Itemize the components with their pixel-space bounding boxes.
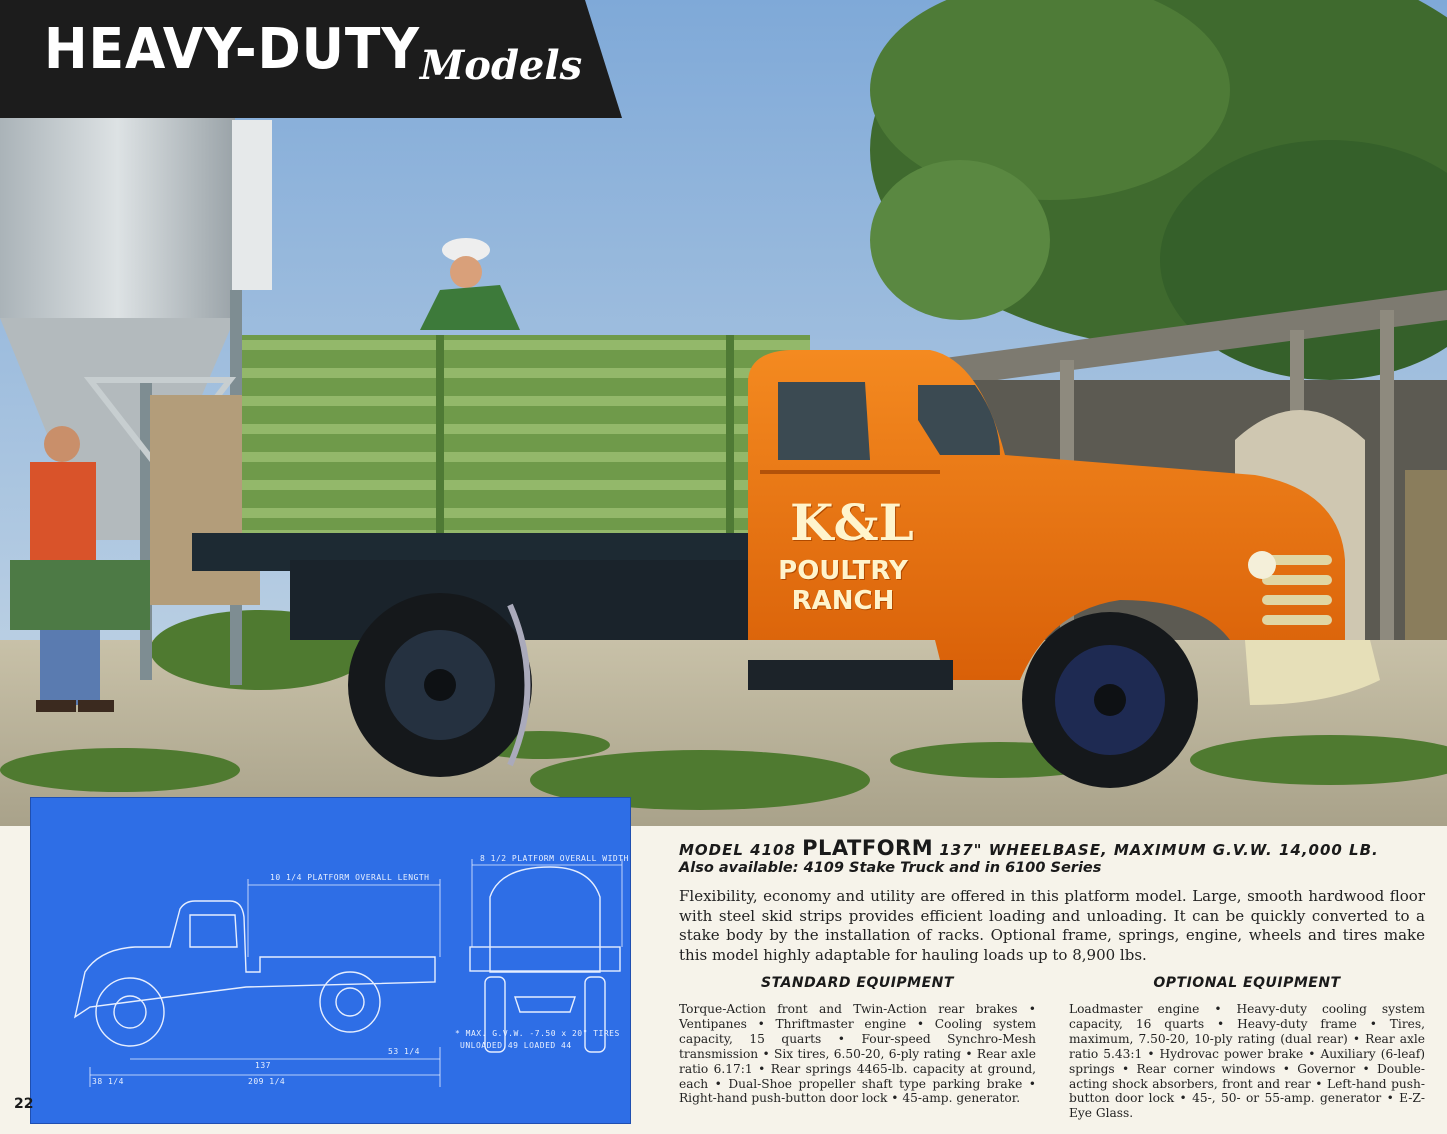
- also-available: Also available: 4109 Stake Truck and in 6100 Series: [679, 860, 1102, 876]
- optional-equipment-text: Loadmaster engine • Heavy-duty cooling system capacity, 16 quarts • Heavy-duty frame • Tires, maximum, 7.50-20, 10-ply rating (dual rear) • Rear axle ratio 5.43:1 • Hydrovac power brake • Auxiliary (6-leaf) springs • Rear corner windows • Governor • Double-acting shock absorbers, front and rear • Left-hand push-button door lock • 45-, 50- or 55-amp. generator • E-Z-Eye Glass.: [1069, 1002, 1425, 1121]
- dim-overall: 209 1/4: [248, 1077, 286, 1086]
- side-view-front-wheel: [96, 978, 164, 1046]
- dim-platform-width: 8 1/2 PLATFORM OVERALL WIDTH: [480, 854, 629, 863]
- front-view-platform: [470, 947, 620, 971]
- page-title: HEAVY-DUTY: [44, 17, 420, 82]
- model-name: PLATFORM: [802, 836, 934, 860]
- page-subtitle: Models: [420, 42, 583, 89]
- door-logo: K&L: [790, 493, 914, 552]
- model-heading: [679, 836, 1439, 860]
- model-prefix: MODEL 4108: [679, 841, 803, 859]
- optional-equipment-heading: OPTIONAL EQUIPMENT: [1153, 975, 1341, 991]
- chicken-crates: [242, 335, 810, 545]
- front-view-cab: [490, 867, 600, 972]
- standard-equipment-text: Torque-Action front and Twin-Action rear brakes • Ventipanes • Thriftmaster engine • Cooling system capacity, 15 quarts • Four-speed Synchro-Mesh transmission • Six tires, 6.50-20, 6-ply rating • Rear axle ratio 6.17:1 • Rear springs 4465-lb. capacity at ground, each • Dual-Shoe propeller shaft type parking brake • Right-hand push-button door lock • 45-amp. generator.: [679, 1002, 1036, 1106]
- rear-wheel: [348, 593, 532, 777]
- page-number: 22: [14, 1096, 34, 1112]
- front-wheel: [1022, 612, 1198, 788]
- side-view-rear-wheel: [320, 972, 380, 1032]
- wheelbarrow: [10, 560, 150, 630]
- blueprint-drawing: [30, 797, 631, 1124]
- model-suffix: 137" WHEELBASE, MAXIMUM G.V.W. 14,000 LB.: [933, 841, 1379, 859]
- door-lettering-line1: POULTRY: [778, 556, 908, 586]
- dim-wheelbase: 137: [255, 1061, 271, 1070]
- tires-note: * MAX. G.V.W. -7.50 x 20" TIRES: [455, 1029, 620, 1038]
- side-view-body: [75, 901, 435, 1017]
- front-view-right-wheel: [585, 977, 605, 1052]
- dim-rear: 53 1/4: [388, 1047, 420, 1056]
- standard-equipment-heading: STANDARD EQUIPMENT: [761, 975, 954, 991]
- dim-platform-length: 10 1/4 PLATFORM OVERALL LENGTH: [270, 873, 430, 882]
- blueprint-diagram: [30, 797, 631, 1124]
- side-view-window: [190, 915, 237, 947]
- headlight: [1248, 551, 1276, 579]
- model-description: Flexibility, economy and utility are offered in this platform model. Large, smooth hardwood floor with steel skid strips provides efficient loading and unloading. It can be quickly converted to a stake body by the installation of racks. Optional frame, springs, engine, wheels and tires make this model highly adaptable for hauling loads up to 8,900 lbs.: [679, 887, 1425, 964]
- dim-front: 38 1/4: [92, 1077, 124, 1086]
- door-lettering-line2: RANCH: [791, 586, 895, 616]
- loads-note: UNLOADED 49 LOADED 44: [460, 1041, 572, 1050]
